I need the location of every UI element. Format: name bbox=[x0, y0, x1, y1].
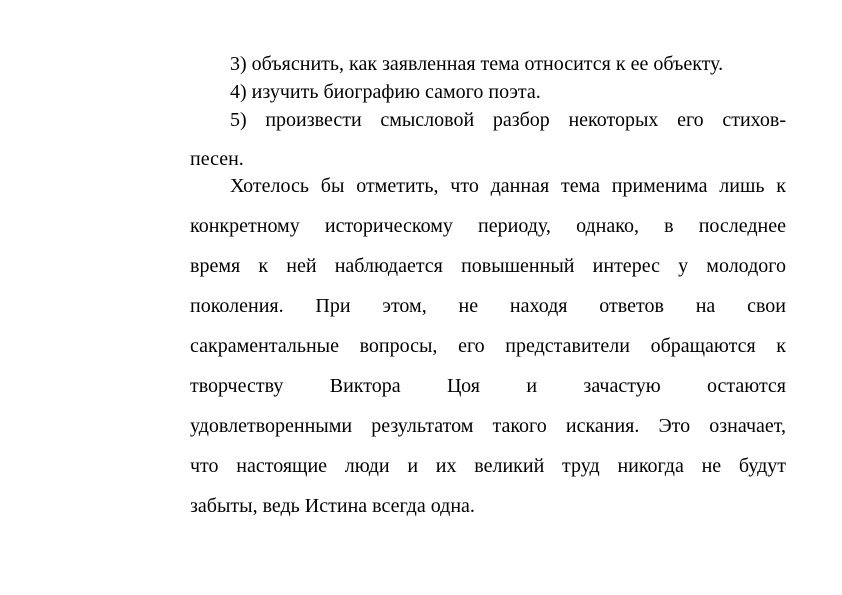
paragraph-line-7: удовлетворенными результатом такого искания. Это означает, bbox=[190, 415, 786, 437]
paragraph-line-2: конкретному историческому периоду, однако, в последнее bbox=[190, 215, 786, 237]
paragraph-line-9: забыты, ведь Истина всегда одна. bbox=[190, 495, 475, 517]
list-item-4: 4) изучить биографию самого поэта. bbox=[230, 81, 541, 103]
paragraph-line-6: творчеству Виктора Цоя и зачастую остаются bbox=[190, 375, 786, 397]
paragraph-line-4: поколения. При этом, не находя ответов на свои bbox=[190, 295, 786, 317]
list-item-5-line-2: песен. bbox=[190, 148, 244, 170]
list-item-3: 3) объяснить, как заявленная тема относится к ее объекту. bbox=[230, 53, 724, 75]
list-item-5-line-1: 5) произвести смысловой разбор некоторых его стихов- bbox=[230, 109, 786, 131]
paragraph-line-3: время к ней наблюдается повышенный интерес у молодого bbox=[190, 255, 786, 277]
paragraph-line-8: что настоящие люди и их великий труд никогда не будут bbox=[190, 455, 786, 477]
paragraph-line-5: сакраментальные вопросы, его представители обращаются к bbox=[190, 335, 786, 357]
paragraph-line-1: Хотелось бы отметить, что данная тема применима лишь к bbox=[230, 175, 786, 197]
